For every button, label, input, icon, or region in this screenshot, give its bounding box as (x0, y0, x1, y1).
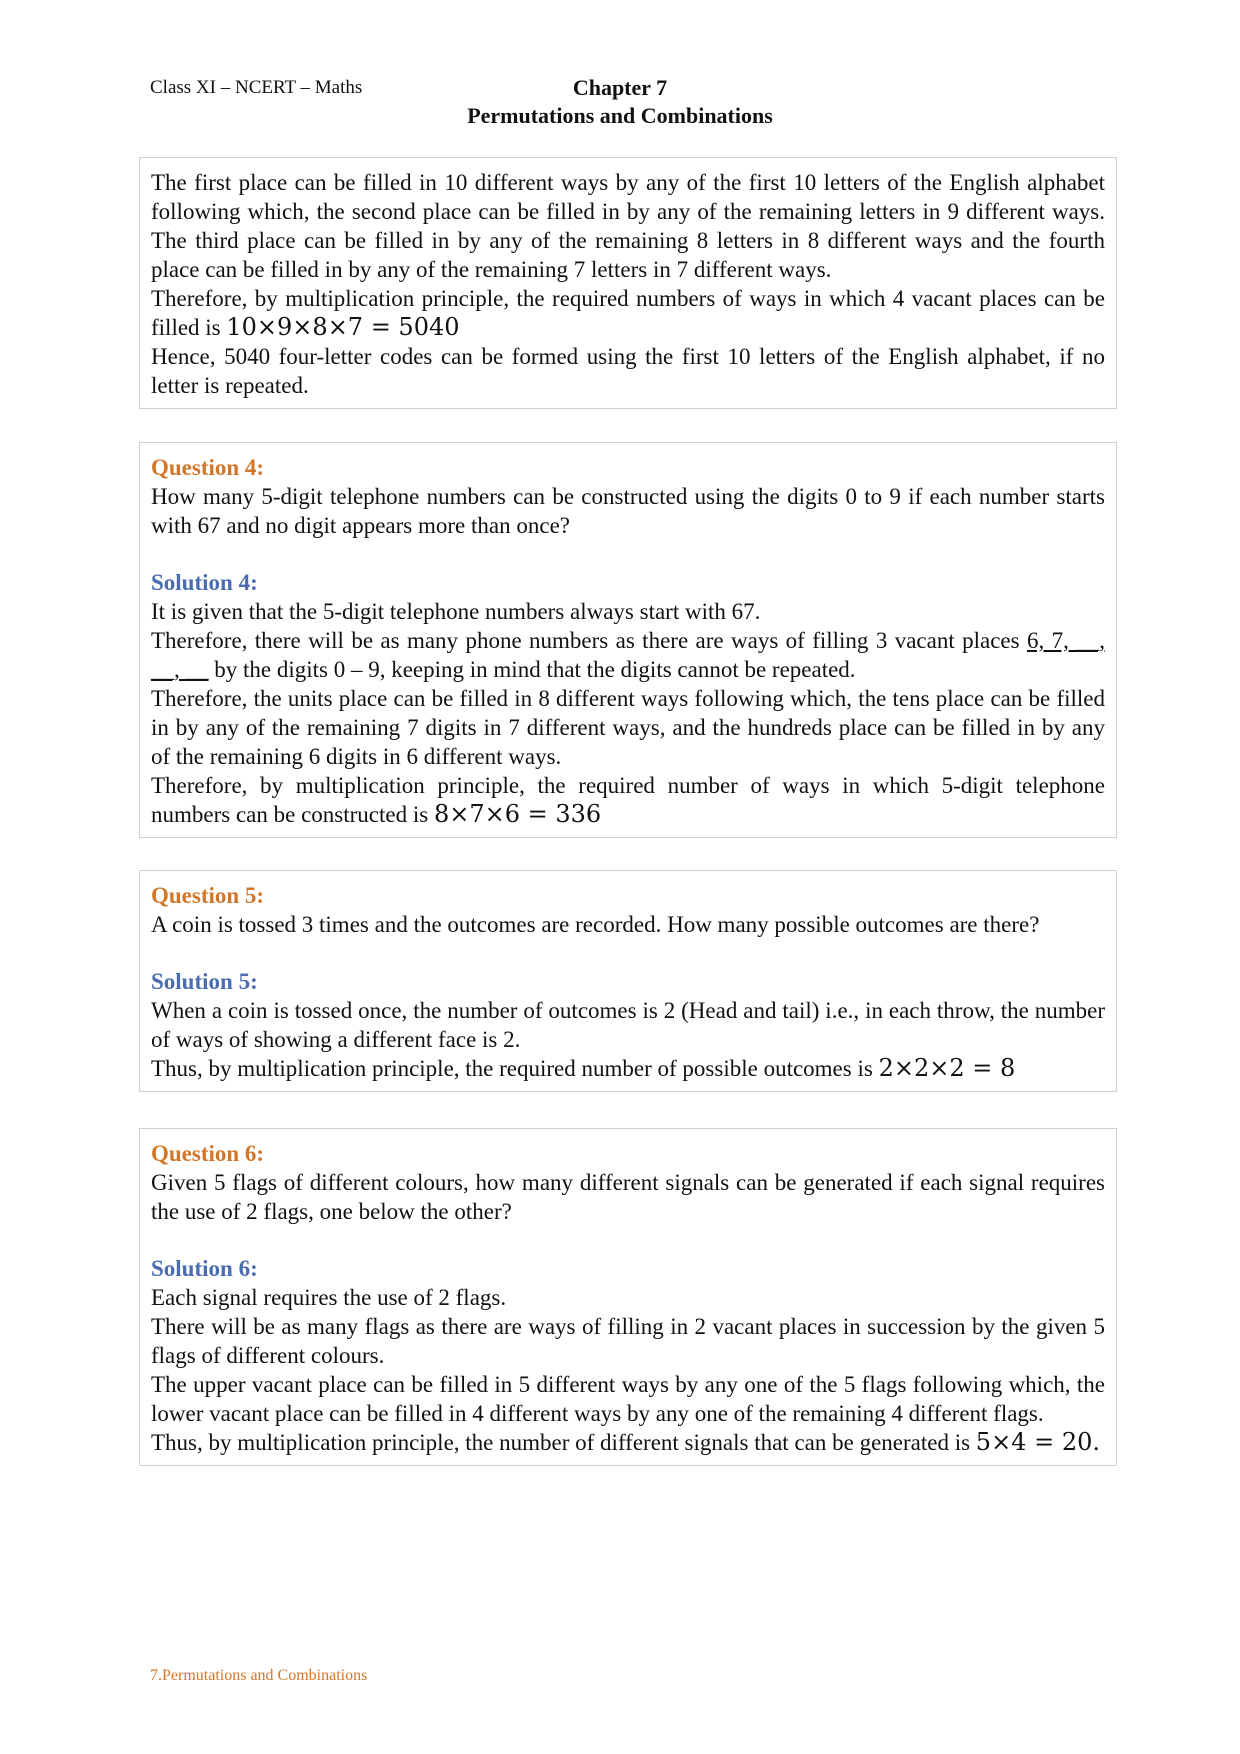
paragraph: Each signal requires the use of 2 flags. (151, 1285, 507, 1310)
equation: 8×7×6 = 336 (433, 800, 602, 828)
chapter-number: Chapter 7 (572, 75, 668, 100)
question-5-box (139, 870, 1117, 1092)
paragraph: Thus, by multiplication principle, the required number of possible outcomes is 2×2×2 = 8 (151, 1054, 1016, 1082)
question-text: A coin is tossed 3 times and the outcomes are recorded. How many possible outcomes are there? (151, 912, 1040, 937)
question-text: How many 5-digit telephone numbers can be constructed using the digits 0 to 9 if each number starts with 67 and no digit appears more than once? (151, 484, 1105, 538)
paragraph: The upper vacant place can be filled in 5 different ways by any one of the 5 flags following which, the lower vacant place can be filled in 4 different ways by any one of the remaining 4 different flags. (151, 1372, 1105, 1426)
paragraph: Therefore, by multiplication principle, the required numbers of ways in which 4 vacant places can be filled is 10×9×8×7 = 5040 (151, 286, 1105, 341)
solution-heading: Solution 6: (151, 1256, 258, 1281)
paragraph: The first place can be filled in 10 different ways by any of the first 10 letters of the English alphabet following which, the second place can be filled in by any of the remaining letters in 9 different ways. The third place can be filled in by any of the remaining 8 letters in 8 different ways and the fourth place can be filled in by any of the remaining 7 letters in 7 different ways. (151, 170, 1105, 282)
paragraph: When a coin is tossed once, the number of outcomes is 2 (Head and tail) i.e., in each throw, the number of ways of showing a different face is 2. (151, 998, 1105, 1052)
solution-heading: Solution 4: (151, 570, 258, 595)
solution-heading: Solution 5: (151, 969, 258, 994)
question-text: Given 5 flags of different colours, how many different signals can be generated if each signal requires the use of 2 flags, one below the other? (151, 1170, 1105, 1224)
question-heading: Question 4: (151, 455, 265, 480)
paragraph: Therefore, by multiplication principle, the required number of ways in which 5-digit telephone numbers can be constructed is 8×7×6 = 336 (151, 773, 1105, 828)
paragraph: There will be as many flags as there are ways of filling in 2 vacant places in succession by the given 5 flags of different colours. (151, 1314, 1105, 1368)
paragraph: It is given that the 5-digit telephone numbers always start with 67. (151, 599, 761, 624)
paragraph: Therefore, the units place can be filled in 8 different ways following which, the tens place can be filled in by any of the remaining 7 digits in 7 different ways, and the hundreds place can be filled in by any of the remaining 6 digits in 6 different ways. (151, 686, 1105, 769)
paragraph: Thus, by multiplication principle, the number of different signals that can be generated is 5×4 = 20. (151, 1428, 1100, 1456)
question-6-box (139, 1128, 1117, 1466)
blank-places: 6, 7, __, __, __ (151, 628, 1105, 682)
equation: 5×4 = 20. (975, 1428, 1100, 1456)
paragraph: Therefore, there will be as many phone numbers as there are ways of filling 3 vacant places 6, 7, __, __, __ by the digits 0 – 9, keeping in mind that the digits cannot be repeated. (151, 628, 1105, 682)
page-footer: 7.Permutations and Combinations (150, 1667, 368, 1684)
solution-continuation-box (139, 157, 1117, 409)
paragraph: Hence, 5040 four-letter codes can be formed using the first 10 letters of the English alphabet, if no letter is repeated. (151, 344, 1105, 398)
header-class-label: Class XI – NCERT – Maths (150, 77, 363, 98)
question-heading: Question 6: (151, 1141, 265, 1166)
chapter-heading (400, 74, 840, 130)
question-4-box (139, 442, 1117, 838)
question-heading: Question 5: (151, 883, 265, 908)
equation: 10×9×8×7 = 5040 (226, 313, 460, 341)
chapter-title: Permutations and Combinations (467, 103, 773, 128)
equation: 2×2×2 = 8 (878, 1054, 1016, 1082)
